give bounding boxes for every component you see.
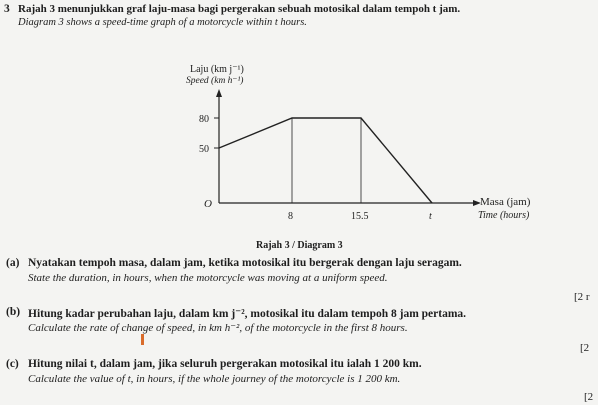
y-tick-80: 80 bbox=[199, 114, 209, 125]
x-tick-t: t bbox=[429, 211, 432, 222]
x-axis-label-ms: Masa (jam) bbox=[480, 196, 531, 208]
x-axis-label-en: Time (hours) bbox=[478, 210, 530, 221]
part-c-label: (c) bbox=[6, 358, 19, 370]
part-b-marks: [2 bbox=[580, 342, 590, 354]
part-c-marks: [2 bbox=[584, 391, 594, 403]
part-a-text-en: State the duration, in hours, when the motorcycle was moving at a uniform speed. bbox=[28, 272, 388, 284]
part-a-marks: [2 r bbox=[574, 291, 590, 303]
question-text-en: Diagram 3 shows a speed-time graph of a motorcycle within t hours. bbox=[18, 17, 307, 28]
y-axis-label-en: Speed (km h⁻¹) bbox=[186, 76, 244, 86]
x-tick-15-5: 15.5 bbox=[351, 211, 369, 222]
y-tick-50: 50 bbox=[199, 144, 209, 155]
part-b-text-en: Calculate the rate of change of speed, in km h⁻², of the motorcycle in the first 8 hours. bbox=[28, 322, 408, 334]
x-tick-8: 8 bbox=[288, 211, 293, 222]
part-a-label: (a) bbox=[6, 257, 20, 269]
part-b-text-ms: Hitung kadar perubahan laju, dalam km j⁻², motosikal itu dalam tempoh 8 jam pertama. bbox=[28, 308, 467, 320]
speed-time-line bbox=[219, 118, 432, 203]
origin-label: O bbox=[204, 198, 212, 210]
part-c-text-en: Calculate the value of t, in hours, if the whole journey of the motorcycle is 1 200 km. bbox=[28, 373, 401, 385]
diagram-caption: Rajah 3 / Diagram 3 bbox=[256, 240, 343, 251]
y-axis-label-ms: Laju (km j⁻¹) bbox=[190, 64, 244, 75]
part-b-label: (b) bbox=[6, 306, 21, 318]
y-axis-arrow bbox=[216, 89, 222, 97]
part-c-text-ms: Hitung nilai t, dalam jam, jika seluruh pergerakan motosikal itu ialah 1 200 km. bbox=[28, 358, 422, 370]
question-text-ms: Rajah 3 menunjukkan graf laju-masa bagi pergerakan sebuah motosikal dalam tempoh t jam. bbox=[18, 3, 461, 15]
part-a-text-ms: Nyatakan tempoh masa, dalam jam, ketika motosikal itu bergerak dengan laju seragam. bbox=[28, 257, 462, 269]
question-number: 3 bbox=[4, 3, 10, 15]
pencil-mark bbox=[141, 334, 144, 345]
